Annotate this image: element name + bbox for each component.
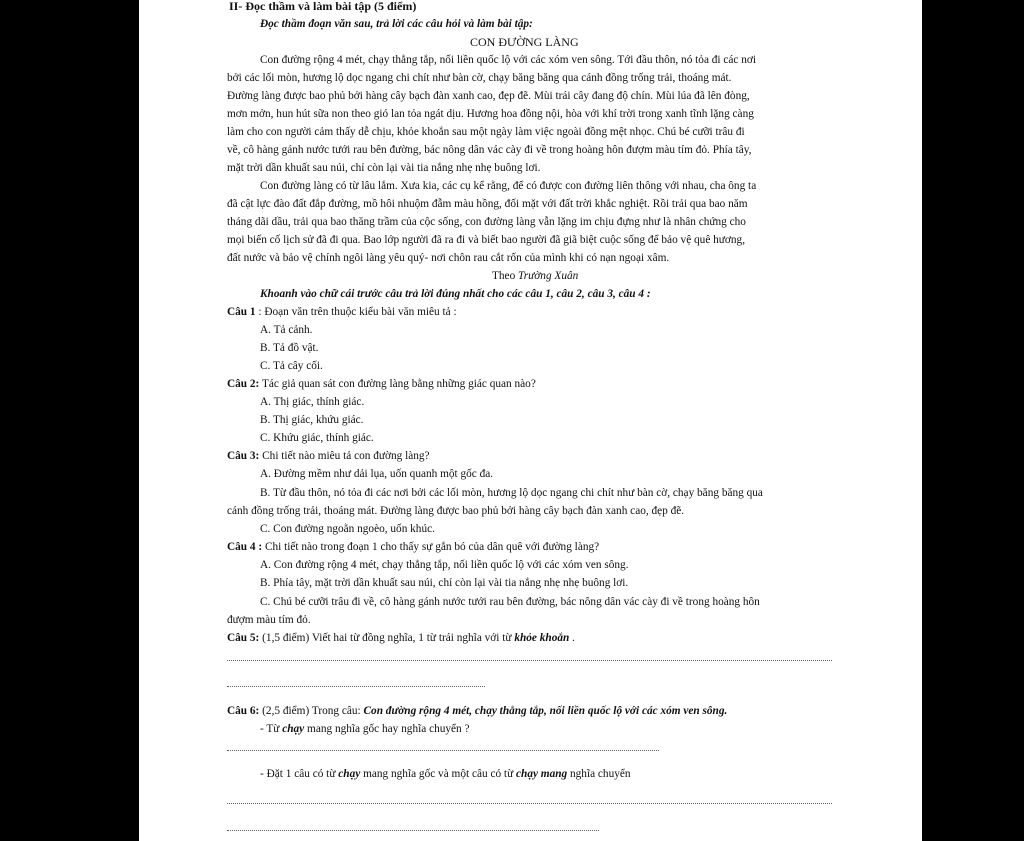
passage-line: làm cho con người cảm thấy dễ chịu, khỏe khoắn sau một ngày làm việc ngoài đồng mệt nhọc. Chú bé cưỡi trâu đi [227, 126, 745, 138]
passage-line: bởi các lối mòn, hương lộ dọc ngang chi chít như bàn cờ, chạy băng băng qua cánh đồng trống trải, thoáng mát. [227, 72, 732, 84]
passage-line: Con đường rộng 4 mét, chạy thẳng tắp, nối liền quốc lộ với các xóm ven sông. Tới đầu thôn, nó tỏa đi các nơi [260, 54, 757, 66]
q4-option-b[interactable]: B. Phía tây, mặt trời dần khuất sau núi, chỉ còn lại vài tia nắng nhẹ nhẹ buông lơi. [260, 577, 629, 589]
question-6: Câu 6: (2,5 điểm) Trong câu: Con đường rộng 4 mét, chạy thẳng tắp, nối liền quốc lộ với các xóm ven sông. [227, 705, 728, 717]
q1-option-a[interactable]: A. Tả cảnh. [260, 324, 313, 336]
q3-option-a[interactable]: A. Đường mềm như dải lụa, uốn quanh một gốc đa. [260, 468, 494, 480]
answer-line[interactable] [227, 750, 659, 751]
passage-line: về, cô hàng gánh nước tưới rau bên đường, bác nông dân vác cày đi về trong hoàng hôn đượm màu tím đỏ. Phía tây, [227, 144, 752, 156]
section-heading: II- Đọc thầm và làm bài tập (5 điểm) [229, 0, 417, 13]
q2-option-b[interactable]: B. Thị giác, khứu giác. [260, 414, 364, 426]
q4-option-a[interactable]: A. Con đường rộng 4 mét, chạy thẳng tắp, nối liền quốc lộ với các xóm ven sông. [260, 559, 629, 571]
q2-option-a[interactable]: A. Thị giác, thính giác. [260, 396, 365, 408]
passage-line: mọi biến cố lịch sử đã đi qua. Bao lớp người đã ra đi và biết bao người đã giã biệt cuộc sống để bảo vệ quê hương, [227, 234, 746, 246]
passage-line: mặt trời dần khuất sau núi, chỉ còn lại vài tia nắng nhẹ nhẹ buông lơi. [227, 162, 541, 174]
q6-subquestion-1: - Từ chạy mang nghĩa gốc hay nghĩa chuyển ? [260, 723, 470, 735]
answer-line[interactable] [227, 803, 832, 804]
q3-option-c[interactable]: C. Con đường ngoằn ngoèo, uốn khúc. [260, 523, 435, 535]
q4-option-c[interactable]: C. Chú bé cưỡi trâu đi về, cô hàng gánh nước tưới rau bên đường, bác nông dân vác cày đi về trong hoàng hôn [260, 596, 760, 608]
passage-line: đất nước và bảo vệ chính ngôi làng yêu quý- nơi chôn rau cắt rốn của mình khi có nạn ngoại xâm. [227, 252, 670, 264]
passage-line: mơn mởn, hun hút sữa non theo gió lan tỏa ngát dịu. Hương hoa đồng nội, hòa với khí trời trong xanh tĩnh lặng càng [227, 108, 754, 120]
answer-line[interactable] [227, 660, 832, 661]
answer-line[interactable] [227, 686, 485, 687]
answer-line[interactable] [227, 830, 599, 831]
q1-option-b[interactable]: B. Tả đồ vật. [260, 342, 319, 354]
source-credit: Theo Trường Xuân [492, 270, 579, 282]
question-2: Câu 2: Tác giả quan sát con đường làng bằng những giác quan nào? [227, 378, 536, 390]
passage-line: Đường làng được bao phủ bởi hàng cây bạch đàn xanh cao, đẹp đẽ. Mùi trái cây đang độ chín. Mùi lúa đã lên đòng, [227, 90, 750, 102]
question-3: Câu 3: Chi tiết nào miêu tả con đường làng? [227, 450, 430, 462]
q2-option-c[interactable]: C. Khứu giác, thính giác. [260, 432, 374, 444]
question-5: Câu 5: (1,5 điểm) Viết hai từ đồng nghĩa, 1 từ trái nghĩa với từ khỏe khoắn . [227, 632, 575, 644]
question-1: Câu 1 : Đoạn văn trên thuộc kiểu bài văn miêu tả : [227, 306, 457, 318]
worksheet-page [139, 0, 922, 841]
q3-option-b[interactable]: B. Từ đầu thôn, nó tỏa đi các nơi bởi các lối mòn, hương lộ dọc ngang chi chít như bàn cờ, chạy băng băng qua [260, 487, 763, 499]
passage-line: tháng dãi dầu, trải qua bao thăng trầm của cộc sống, con đường làng vẫn lặng im chịu đựng như là nhân chứng cho [227, 216, 746, 228]
task-instruction: Khoanh vào chữ cái trước câu trả lời đúng nhất cho các câu 1, câu 2, câu 3, câu 4 : [260, 288, 651, 300]
passage-line: Con đường làng có từ lâu lắm. Xưa kia, các cụ kể rằng, để có được con đường liên thông với nhau, cha ông ta [260, 180, 757, 192]
passage-line: đã cật lực đào đất đắp đường, mồ hôi nhuộm đẫm màu hồng, đối mặt với đất trời khắc nghiệt. Rồi trải qua bao năm [227, 198, 748, 210]
q4-option-c-continued[interactable]: đượm màu tím đỏ. [227, 614, 311, 626]
reading-instruction: Đọc thầm đoạn văn sau, trả lời các câu hỏi và làm bài tập: [260, 18, 533, 30]
q3-option-b-continued[interactable]: cánh đồng trống trải, thoáng mát. Đường làng được bao phủ bởi hàng cây bạch đàn xanh cao, đẹp đẽ. [227, 505, 685, 517]
q6-subquestion-2: - Đặt 1 câu có từ chạy mang nghĩa gốc và một câu có từ chạy mang nghĩa chuyển [260, 768, 631, 780]
story-title: CON ĐƯỜNG LÀNG [470, 35, 579, 49]
question-4: Câu 4 : Chi tiết nào trong đoạn 1 cho thấy sự gắn bó của dân quê với đường làng? [227, 541, 600, 553]
q1-option-c[interactable]: C. Tả cây cối. [260, 360, 323, 372]
